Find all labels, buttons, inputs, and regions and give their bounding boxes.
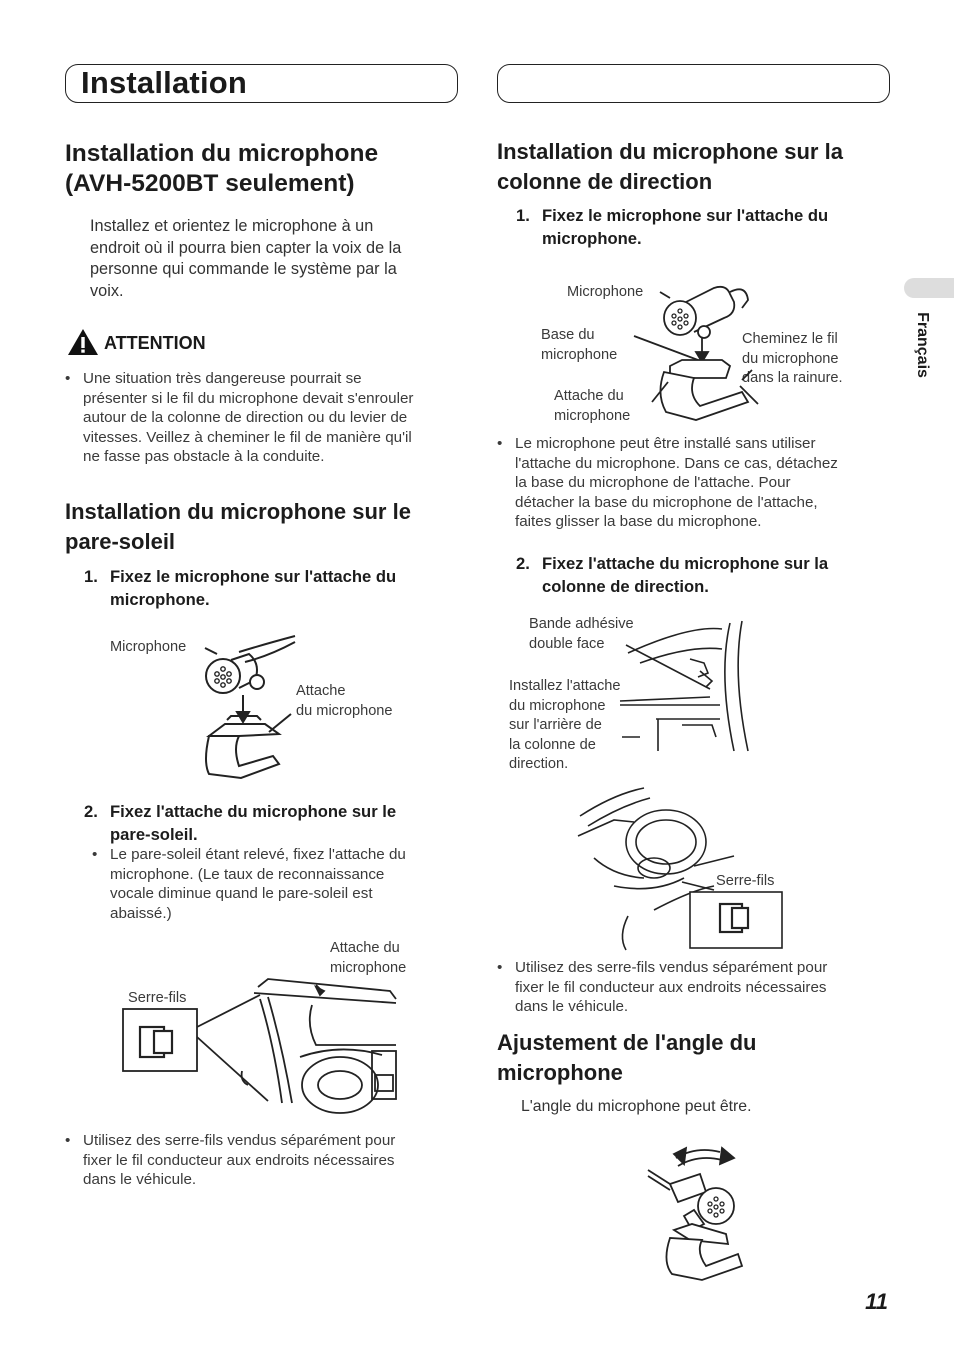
header-right-box [497,64,890,103]
label-attache-right: Attache du microphone [554,388,631,424]
step-1-pare-soleil: 1. Fixez le microphone sur l'attache du microphone. [84,567,397,609]
section-title-pare-soleil: Installation du microphone sur le pare-soleil [65,499,411,554]
step-2-colonne: 2. Fixez l'attache du microphone sur la colonne de direction. [516,554,829,596]
microphone-clip-illustration [195,632,305,782]
intro-text: Installez et orientez le microphone à un endroit où il pourra bien capter la voix de la personne qui commande le système par la voix. [90,217,402,300]
warning-icon [67,328,99,356]
label-cheminez: Cheminez le fil du microphone dans la rainure. [742,331,843,386]
section-title-colonne: Installation du microphone sur la colonne de direction [497,139,843,194]
right-bullet-1: • Le microphone peut être installé sans utiliser l'attache du microphone. Dans ce cas, détachez la base du microphone de l'attache. Pour détacher la base du microphone de l'attache, faites glisser la base du microphone. [497,435,838,531]
label-attache: Attache du microphone [296,683,393,719]
steering-clip-illustration [630,280,760,430]
label-base: Base du microphone [541,327,618,363]
step-2-pare-soleil: 2. Fixez l'attache du microphone sur le pare-soleil. [84,802,397,844]
label-serre-fils-left: Serre-fils [128,990,187,1006]
step-2-bullet: • Le pare-soleil étant relevé, fixez l'attache du microphone. (Le taux de reconnaissance vocale diminue quand le pare-soleil est abaissé.) [92,846,406,922]
label-bande: Bande adhésive double face [529,616,634,652]
label-serre-fils-right: Serre-fils [716,873,775,889]
language-tab-marker [904,278,954,298]
label-installez: Installez l'attache du microphone sur l'arrière de la colonne de direction. [509,678,621,772]
page-title: Installation [81,65,248,100]
sun-visor-illustration [120,975,400,1105]
step-1-colonne: 1. Fixez le microphone sur l'attache du microphone. [516,206,829,248]
label-microphone-right: Microphone [567,284,644,300]
attention-label: ATTENTION [104,333,206,353]
label-attache-visor: Attache du microphone [330,940,407,976]
attention-bullet: • Une situation très dangereuse pourrait se présenter si le fil du microphone devait s'enrouler autour de la colonne de direction ou du levier de vitesses. Veillez à cheminer le fil de manière qu'il ne fasse pas obstacle à la conduite. [65,370,414,466]
left-bottom-bullet: • Utilisez des serre-fils vendus séparément pour fixer le fil conducteur aux endroits nécessaires dans le véhicule. [65,1132,396,1189]
section-title-microphone: Installation du microphone (AVH-5200BT seulement) [65,140,379,197]
dashboard-illustration [574,786,786,952]
microphone-angle-illustration [644,1144,754,1284]
section-title-angle: Ajustement de l'angle du microphone [497,1030,757,1085]
steering-column-illustration [600,615,780,755]
right-bullet-2: • Utilisez des serre-fils vendus séparément pour fixer le fil conducteur aux endroits nécessaires dans le véhicule. [497,959,828,1016]
page-number: 11 [865,1289,888,1314]
language-tab: Français [914,312,931,378]
angle-text: L'angle du microphone peut être. [521,1098,752,1115]
label-microphone: Microphone [110,639,187,655]
